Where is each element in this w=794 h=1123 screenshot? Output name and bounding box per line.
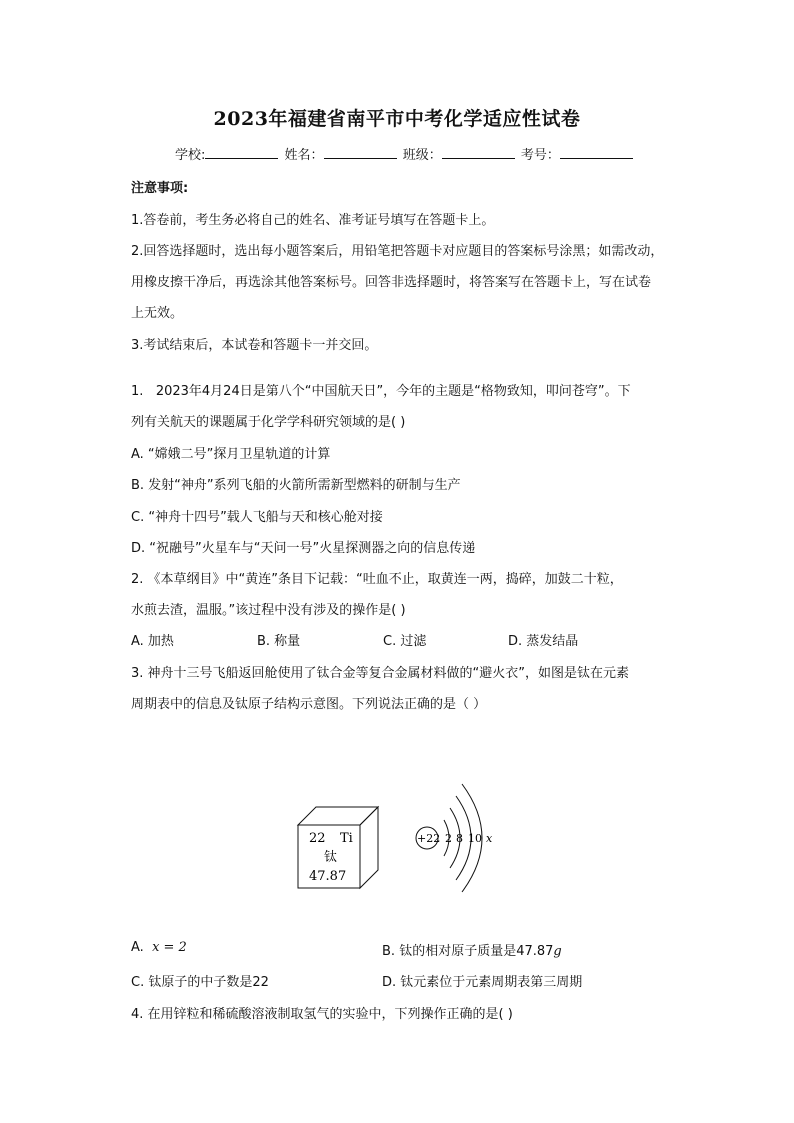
q3-option-b — [382, 940, 562, 959]
q2-option-b: B. 称量 — [257, 634, 301, 649]
q2-option-a: A. 加热 — [131, 634, 174, 649]
element-symbol: Ti — [340, 831, 353, 846]
q1-option-c: C. “神舟十四号”载人飞船与天和核心舱对接 — [131, 510, 383, 525]
atomic-mass: 47.87 — [309, 869, 347, 884]
notice-item-1: 1.答卷前，考生务必将自己的姓名、准考证号填写在答题卡上。 — [131, 213, 495, 228]
q2-option-c: C. 过滤 — [383, 634, 427, 649]
q3-option-a-label: A. — [131, 940, 144, 955]
name-blank[interactable] — [324, 146, 397, 159]
school-label: 学校: — [175, 148, 206, 163]
q1-option-a: A. “嫦娥二号”探月卫星轨道的计算 — [131, 447, 331, 462]
notice-item-2: 2.回答选择题时，选出每小题答案后，用铅笔把答题卡对应题目的答案标号涂黑；如需改动， — [131, 244, 664, 259]
shell-count-3: 10 — [468, 832, 482, 845]
q2-stem-line1: 2. 《本草纲目》中“黄连”条目下记载：“吐血不止，取黄连一两，捣碎，加鼓二十粒， — [131, 572, 623, 587]
q3-option-c — [131, 971, 269, 990]
q3-option-b-text: 钛的相对原子质量是47.87 — [399, 944, 554, 959]
q1-stem-line2: 列有关航天的课题属于化学学科研究领域的是( ) — [131, 415, 406, 430]
exam-no-label: 考号： — [520, 148, 560, 163]
exam-no-blank[interactable] — [560, 146, 633, 159]
name-label: 姓名： — [284, 148, 324, 163]
shell-count-1: 2 — [445, 832, 452, 845]
q3-option-d — [382, 971, 582, 990]
shell-count-2: 8 — [456, 832, 463, 845]
notice-item-3: 3.考试结束后，本试卷和答题卡一并交回。 — [131, 338, 378, 353]
class-label: 班级： — [402, 148, 442, 163]
q3-option-c-label: C. — [131, 975, 145, 990]
q3-option-d-text: 钛元素位于元素周期表第三周期 — [400, 975, 583, 990]
q3-option-a — [131, 940, 187, 955]
nucleus-charge: +22 — [417, 832, 441, 845]
class-blank[interactable] — [442, 146, 515, 159]
q3-option-a-math: x = 2 — [152, 940, 187, 955]
school-blank[interactable] — [205, 146, 278, 159]
q3-option-b-label: B. — [382, 944, 396, 959]
atom-structure — [416, 784, 493, 892]
q1-number: 1. — [131, 384, 144, 399]
element-name: 钛 — [324, 850, 338, 865]
q1-option-d: D. “祝融号”火星车与“天问一号”火星探测器之向的信息传递 — [131, 541, 476, 556]
element-cell — [298, 807, 378, 888]
q3-option-d-label: D. — [382, 975, 397, 990]
q1-stem-line1 — [131, 380, 631, 399]
q1-stem-text: 2023年4月24日是第八个“中国航天日”，今年的主题是“格物致知，叩问苍穹”。下 — [155, 384, 631, 399]
page-title: 2023年福建省南平市中考化学适应性试卷 — [213, 108, 581, 130]
q3-option-c-text: 钛原子的中子数是22 — [148, 975, 269, 990]
titanium-figure — [290, 780, 520, 900]
atomic-number: 22 — [309, 831, 326, 846]
student-info-row — [175, 144, 635, 163]
q3-stem-line1: 3. 神舟十三号飞船返回舱使用了钛合金等复合金属材料做的“避火衣”，如图是钛在元素 — [131, 666, 630, 681]
q3-stem-line2: 周期表中的信息及钛原子结构示意图。下列说法正确的是（ ） — [131, 697, 487, 712]
notice-item-2-cont: 用橡皮擦干净后，再选涂其他答案标号。回答非选择题时，将答案写在答题卡上，写在试卷 — [131, 275, 652, 290]
q4-stem: 4. 在用锌粒和稀硫酸溶液制取氢气的实验中，下列操作正确的是( ) — [131, 1007, 513, 1022]
q1-option-b: B. 发射“神舟”系列飞船的火箭所需新型燃料的研制与生产 — [131, 478, 461, 493]
q2-stem-line2: 水煎去渣，温服。”该过程中没有涉及的操作是( ) — [131, 603, 406, 618]
q3-option-b-unit: g — [553, 944, 562, 959]
q2-option-d: D. 蒸发结晶 — [508, 634, 579, 649]
notice-item-2-end: 上无效。 — [131, 306, 184, 321]
notice-heading: 注意事项: — [131, 181, 189, 196]
shell-count-4: x — [486, 832, 493, 845]
